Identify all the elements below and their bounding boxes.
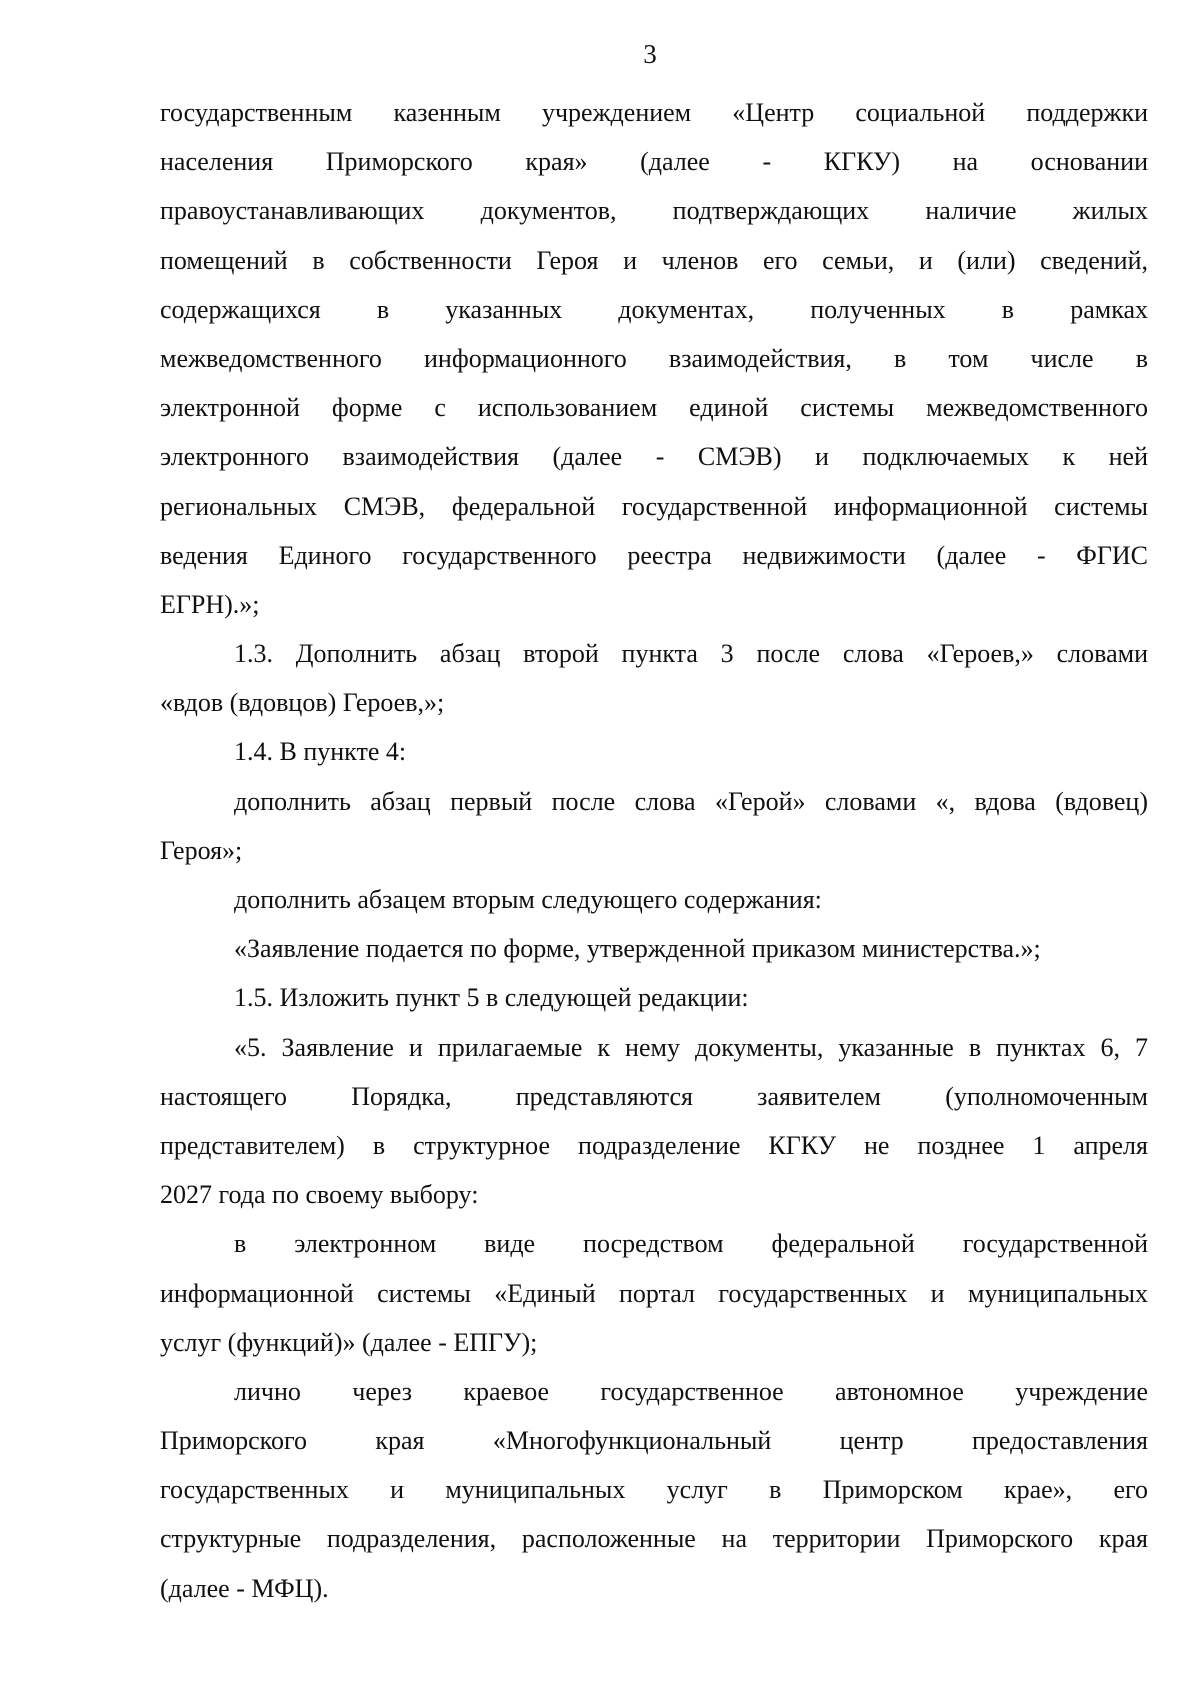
text-line: лично через краевое государственное автономное учреждение [234,1376,1148,1406]
text-line: «5. Заявление и прилагаемые к нему документы, указанные в пунктах 6, 7 [234,1032,1148,1062]
text-line: настоящего Порядка, представляются заявителем (уполномоченным [160,1081,1148,1111]
page-number: 3 [643,39,657,69]
text-line: дополнить абзац первый после слова «Герой» словами «, вдова (вдовец) [234,786,1148,816]
document-body [160,88,1148,1613]
text-line: 1.5. Изложить пункт 5 в следующей редакции: [234,983,749,1013]
text-line: в электронном виде посредством федеральной государственной [234,1229,1148,1259]
text-line: услуг (функций)» (далее - ЕПГУ); [160,1327,538,1357]
text-line: содержащихся в указанных документах, полученных в рамках [160,294,1148,324]
text-line: электронной форме с использованием единой системы межведомственного [160,393,1148,423]
text-line: населения Приморского края» (далее - КГКУ) на основании [160,147,1148,177]
text-line: 1.3. Дополнить абзац второй пункта 3 после слова «Героев,» словами [234,639,1148,669]
text-line: информационной системы «Единый портал государственных и муниципальных [160,1278,1148,1308]
text-line: государственных и муниципальных услуг в Приморском крае», его [160,1475,1148,1505]
text-line: (далее - МФЦ). [160,1573,329,1603]
text-line: межведомственного информационного взаимодействия, в том числе в [160,343,1148,373]
text-line: ведения Единого государственного реестра недвижимости (далее - ФГИС [160,540,1148,570]
text-line: дополнить абзацем вторым следующего содержания: [234,885,822,914]
text-line: 1.4. В пункте 4: [234,737,407,767]
text-line: ЕГРН).»; [160,589,260,619]
text-line: правоустанавливающих документов, подтверждающих наличие жилых [160,196,1148,226]
text-line: Героя»; [160,835,243,865]
text-line: Приморского края «Многофункциональный центр предоставления [160,1426,1148,1456]
text-line: «вдов (вдовцов) Героев,»; [160,688,445,718]
text-line: помещений в собственности Героя и членов его семьи, и (или) сведений, [160,245,1148,275]
text-line: 2027 года по своему выбору: [160,1180,479,1210]
text-line: региональных СМЭВ, федеральной государственной информационной системы [160,491,1148,521]
text-line: «Заявление подается по форме, утвержденной приказом министерства.»; [234,934,1041,964]
text-line: электронного взаимодействия (далее - СМЭВ) и подключаемых к ней [160,442,1148,472]
text-line: структурные подразделения, расположенные на территории Приморского края [160,1524,1148,1554]
text-line: представителем) в структурное подразделение КГКУ не позднее 1 апреля [160,1130,1148,1160]
text-line: государственным казенным учреждением «Центр социальной поддержки [160,98,1148,127]
